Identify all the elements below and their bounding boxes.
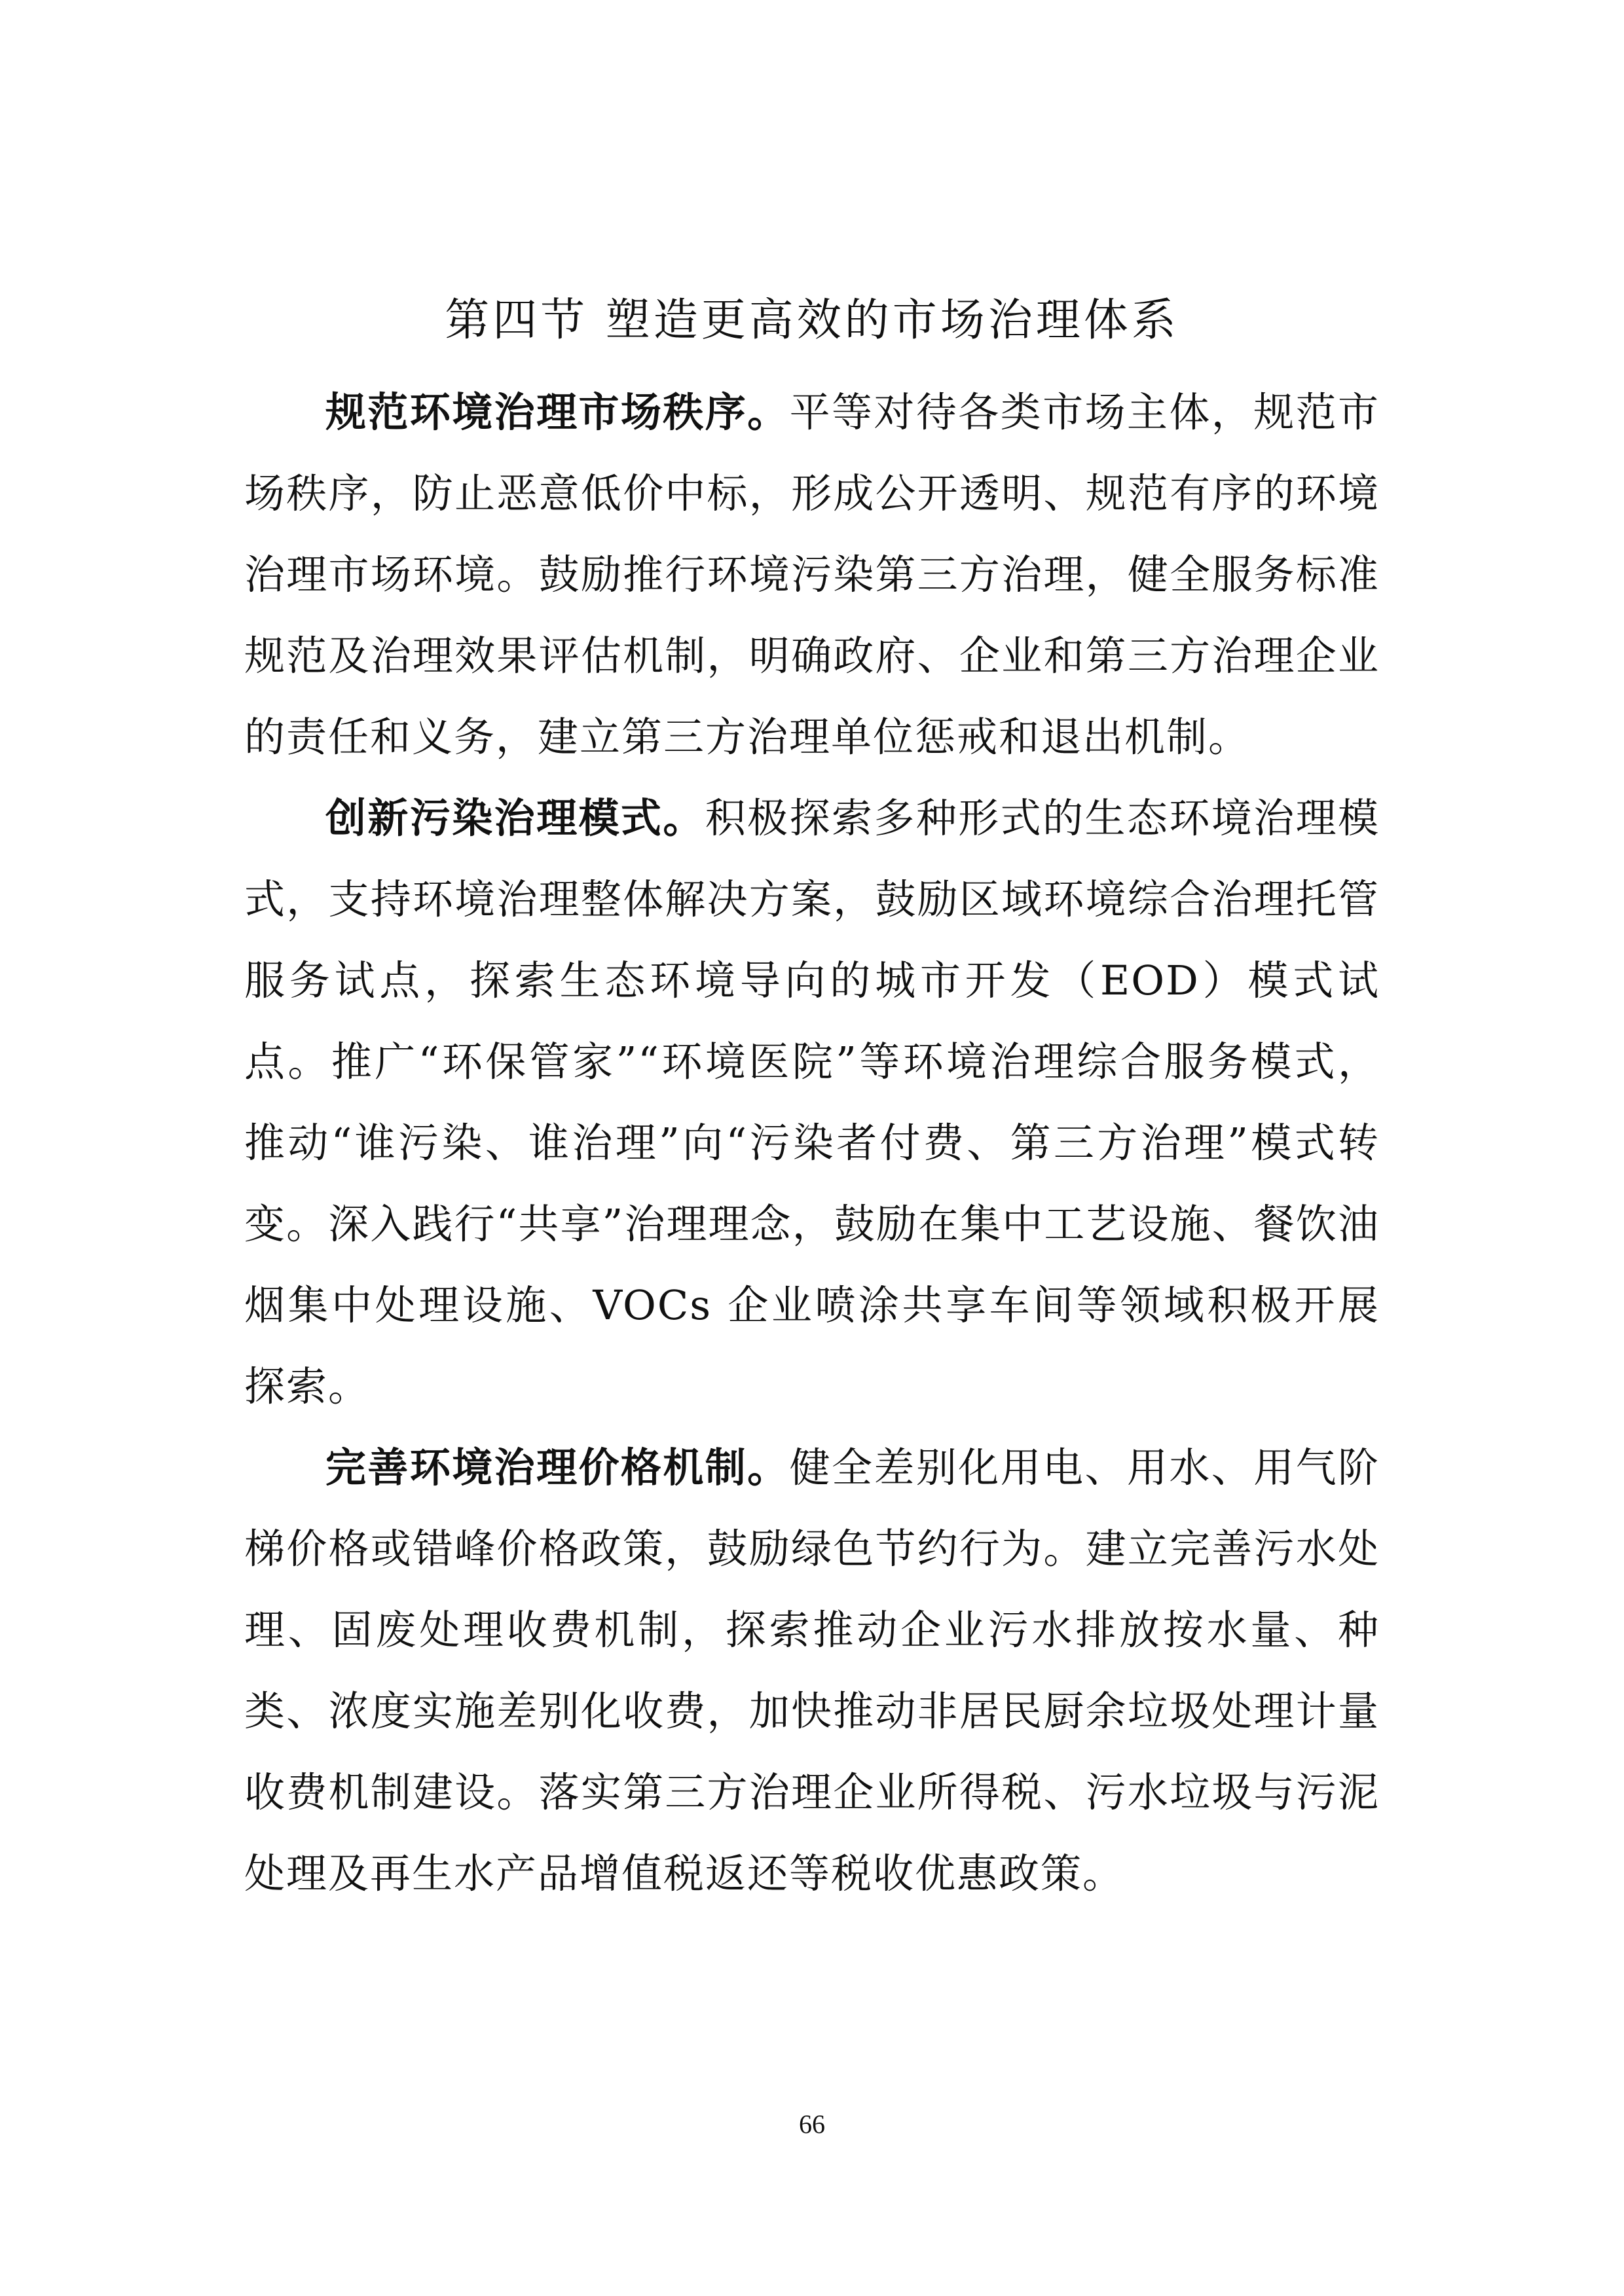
paragraph-pricing-mechanism	[244, 1427, 1380, 1914]
paragraph-text: 平等对待各类市场主体，规范市场秩序，防止恶意低价中标，形成公开透明、规范有序的环境治理市场环境。鼓励推行环境污染第三方治理，健全服务标准规范及治理效果评估机制，明确政府、企业和第三方治理企业的责任和义务，建立第三方治理单位惩戒和退出机制。	[244, 388, 1380, 761]
paragraph-lead: 创新污染治理模式。	[325, 794, 705, 842]
body-text	[244, 372, 1380, 1914]
paragraph-governance-model	[244, 778, 1380, 1427]
paragraph-text: 健全差别化用电、用水、用气阶梯价格或错峰价格政策，鼓励绿色节约行为。建立完善污水处理、固废处理收费机制，探索推动企业污水排放按水量、种类、浓度实施差别化收费，加快推动非居民厨余垃圾处理计量收费机制建设。落实第三方治理企业所得税、污水垃圾与污泥处理及再生水产品增值税返还等税收优惠政策。	[244, 1444, 1380, 1897]
paragraph-text: 积极探索多种形式的生态环境治理模式，支持环境治理整体解决方案，鼓励区域环境综合治理托管服务试点，探索生态环境导向的城市开发（EOD）模式试点。推广“环保管家”“环境医院”等环境治理综合服务模式，推动“谁污染、谁治理”向“污染者付费、第三方治理”模式转变。深入践行“共享”治理理念，鼓励在集中工艺设施、餐饮油烟集中处理设施、VOCs 企业喷涂共享车间等领域积极开展探索。	[244, 794, 1380, 1410]
section-title: 第四节 塑造更高效的市场治理体系	[445, 295, 1179, 346]
paragraph-market-order	[244, 372, 1380, 778]
paragraph-lead: 规范环境治理市场秩序。	[325, 388, 790, 436]
paragraph-lead: 完善环境治理价格机制。	[325, 1444, 790, 1491]
page-number: 66	[799, 2109, 825, 2139]
